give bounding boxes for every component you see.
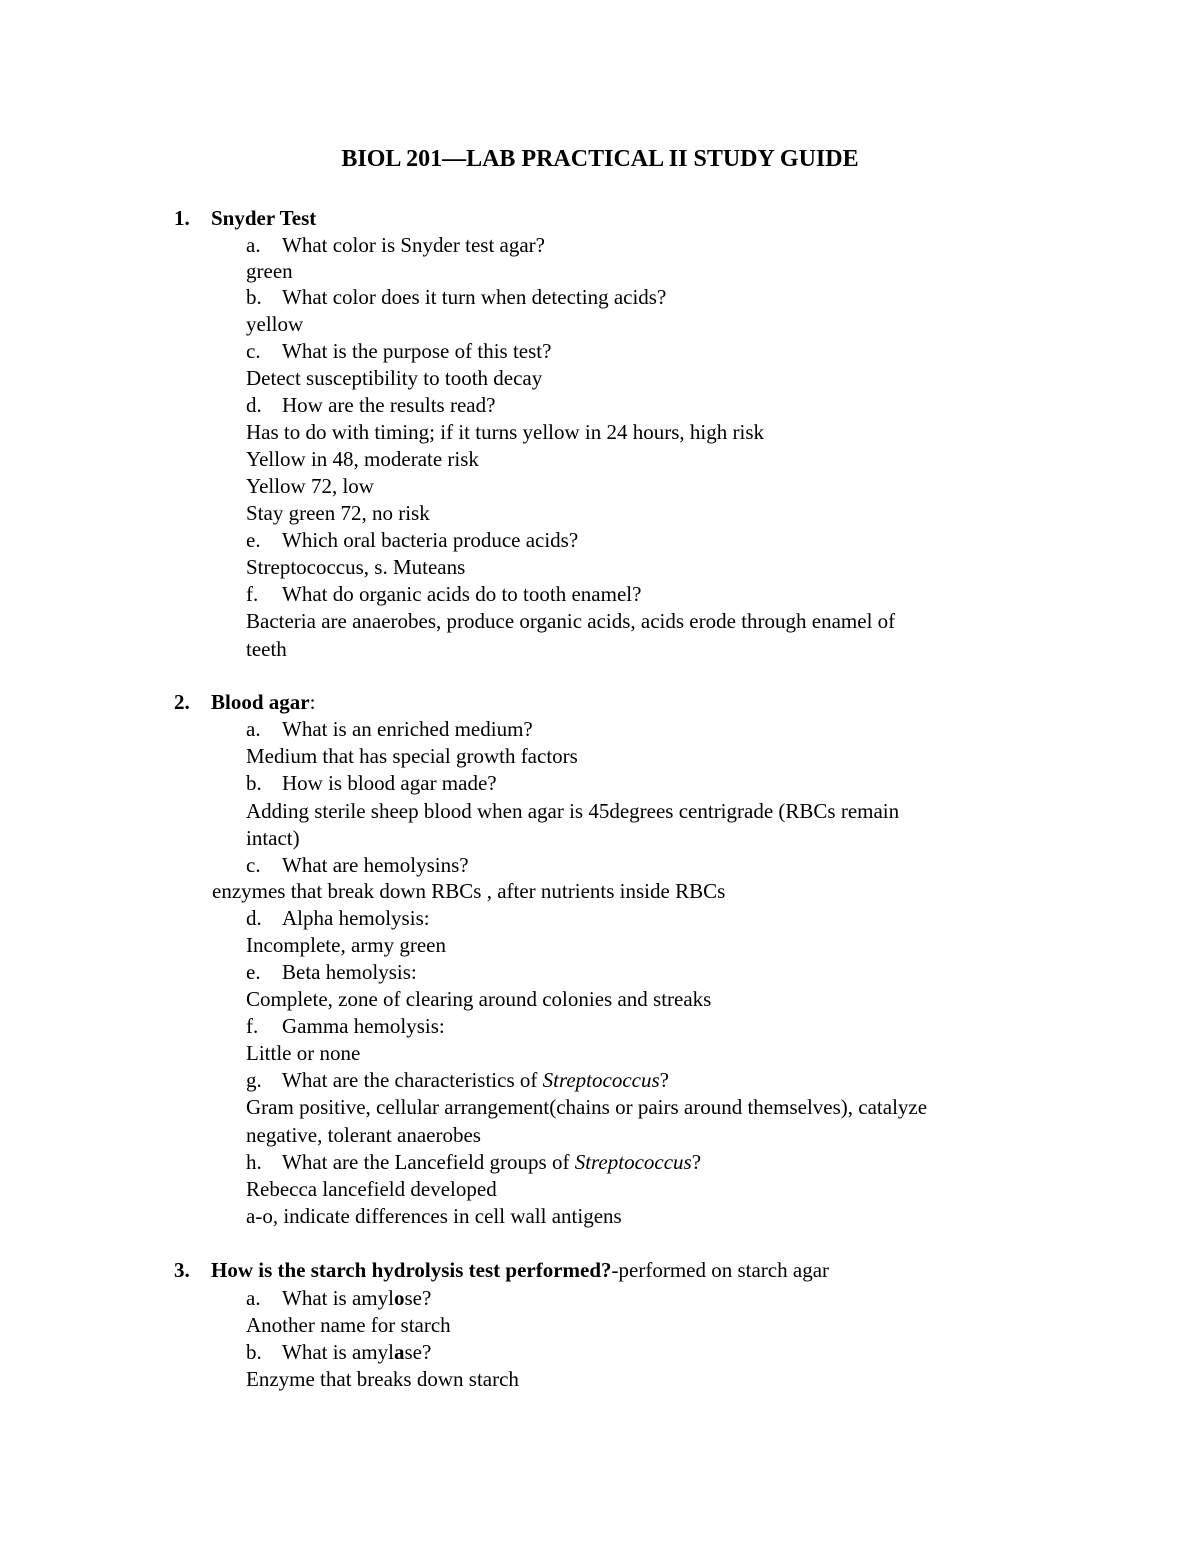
- document-title: BIOL 201—LAB PRACTICAL II STUDY GUIDE: [341, 146, 859, 172]
- answer-text: green: [246, 259, 293, 283]
- question-marker: c.: [246, 339, 261, 363]
- section-title: Snyder Test: [211, 206, 317, 230]
- question-text: What is an enriched medium?: [282, 717, 533, 741]
- question-text-bold: a: [393, 1340, 405, 1364]
- question-marker: h.: [246, 1150, 262, 1174]
- question-marker: f.: [246, 582, 259, 606]
- question-text: Which oral bacteria produce acids?: [282, 528, 579, 552]
- question-text: What color does it turn when detecting acids?: [282, 285, 667, 309]
- question-marker: d.: [246, 393, 262, 417]
- section-number: 1.: [174, 206, 190, 230]
- question-marker: b.: [246, 1340, 262, 1364]
- section-title-wrap: [211, 689, 315, 716]
- answer-text: a-o, indicate differences in cell wall antigens: [246, 1204, 622, 1228]
- question-marker: c.: [246, 853, 261, 877]
- question-marker: e.: [246, 960, 261, 984]
- question-text-italic: Streptococcus: [574, 1150, 692, 1174]
- question-marker: b.: [246, 771, 262, 795]
- question-text-wrap: [282, 1339, 431, 1366]
- answer-text: intact): [246, 826, 300, 850]
- question-marker: b.: [246, 285, 262, 309]
- question-text: What do organic acids do to tooth enamel?: [282, 582, 642, 606]
- question-marker: e.: [246, 528, 261, 552]
- question-text-italic: Streptococcus: [542, 1068, 660, 1092]
- question-text-end: se?: [404, 1286, 432, 1310]
- question-text: What are hemolysins?: [282, 853, 469, 877]
- question-text-end: ?: [659, 1068, 669, 1092]
- answer-text: Streptococcus, s. Muteans: [246, 555, 466, 579]
- question-text-wrap: [282, 1285, 431, 1312]
- question-text: What are the characteristics of: [282, 1068, 543, 1092]
- question-text: Beta hemolysis:: [282, 960, 417, 984]
- section-title: Blood agar: [211, 690, 310, 714]
- question-text: How is blood agar made?: [282, 771, 497, 795]
- answer-text: Detect susceptibility to tooth decay: [246, 366, 543, 390]
- question-text: What color is Snyder test agar?: [282, 233, 545, 257]
- question-text: What is amyl: [282, 1286, 394, 1310]
- question-marker: g.: [246, 1068, 262, 1092]
- section-title-suffix: :: [309, 690, 316, 714]
- question-text: What are the Lancefield groups of: [282, 1150, 575, 1174]
- answer-text: Gram positive, cellular arrangement(chains or pairs around themselves), catalyze: [246, 1095, 928, 1119]
- answer-text: Adding sterile sheep blood when agar is 45degrees centrigrade (RBCs remain: [246, 799, 900, 823]
- question-text-bold: o: [393, 1286, 405, 1310]
- section-number: 3.: [174, 1258, 190, 1282]
- section-title-suffix: -performed on starch agar: [611, 1258, 830, 1282]
- answer-text: Bacteria are anaerobes, produce organic acids, acids erode through enamel of: [246, 609, 896, 633]
- answer-text: Little or none: [246, 1041, 361, 1065]
- answer-text: Enzyme that breaks down starch: [246, 1367, 519, 1391]
- answer-text: Has to do with timing; if it turns yellow in 24 hours, high risk: [246, 420, 764, 444]
- question-text: Gamma hemolysis:: [282, 1014, 445, 1038]
- answer-text: Yellow in 48, moderate risk: [246, 447, 479, 471]
- answer-text: Complete, zone of clearing around colonies and streaks: [246, 987, 712, 1011]
- question-text-end: se?: [404, 1340, 432, 1364]
- question-marker: d.: [246, 906, 262, 930]
- answer-text: Another name for starch: [246, 1313, 451, 1337]
- answer-text: negative, tolerant anaerobes: [246, 1123, 481, 1147]
- question-marker: a.: [246, 233, 261, 257]
- section-title: How is the starch hydrolysis test performed?: [211, 1258, 612, 1282]
- answer-text: Yellow 72, low: [246, 474, 374, 498]
- question-marker: a.: [246, 717, 261, 741]
- answer-text: enzymes that break down RBCs , after nutrients inside RBCs: [212, 879, 726, 903]
- question-marker: f.: [246, 1014, 259, 1038]
- question-text-wrap: [282, 1067, 669, 1094]
- question-marker: a.: [246, 1286, 261, 1310]
- answer-text: teeth: [246, 637, 287, 661]
- answer-text: Medium that has special growth factors: [246, 744, 578, 768]
- section-title-wrap: [211, 1257, 829, 1284]
- answer-text: Rebecca lancefield developed: [246, 1177, 497, 1201]
- question-text: How are the results read?: [282, 393, 496, 417]
- question-text: Alpha hemolysis:: [282, 906, 430, 930]
- answer-text: yellow: [246, 312, 304, 336]
- section-number: 2.: [174, 690, 190, 714]
- answer-text: Incomplete, army green: [246, 933, 446, 957]
- question-text-end: ?: [691, 1150, 702, 1174]
- question-text: What is amyl: [282, 1340, 394, 1364]
- answer-text: Stay green 72, no risk: [246, 501, 430, 525]
- question-text: What is the purpose of this test?: [282, 339, 552, 363]
- question-text-wrap: [282, 1149, 701, 1176]
